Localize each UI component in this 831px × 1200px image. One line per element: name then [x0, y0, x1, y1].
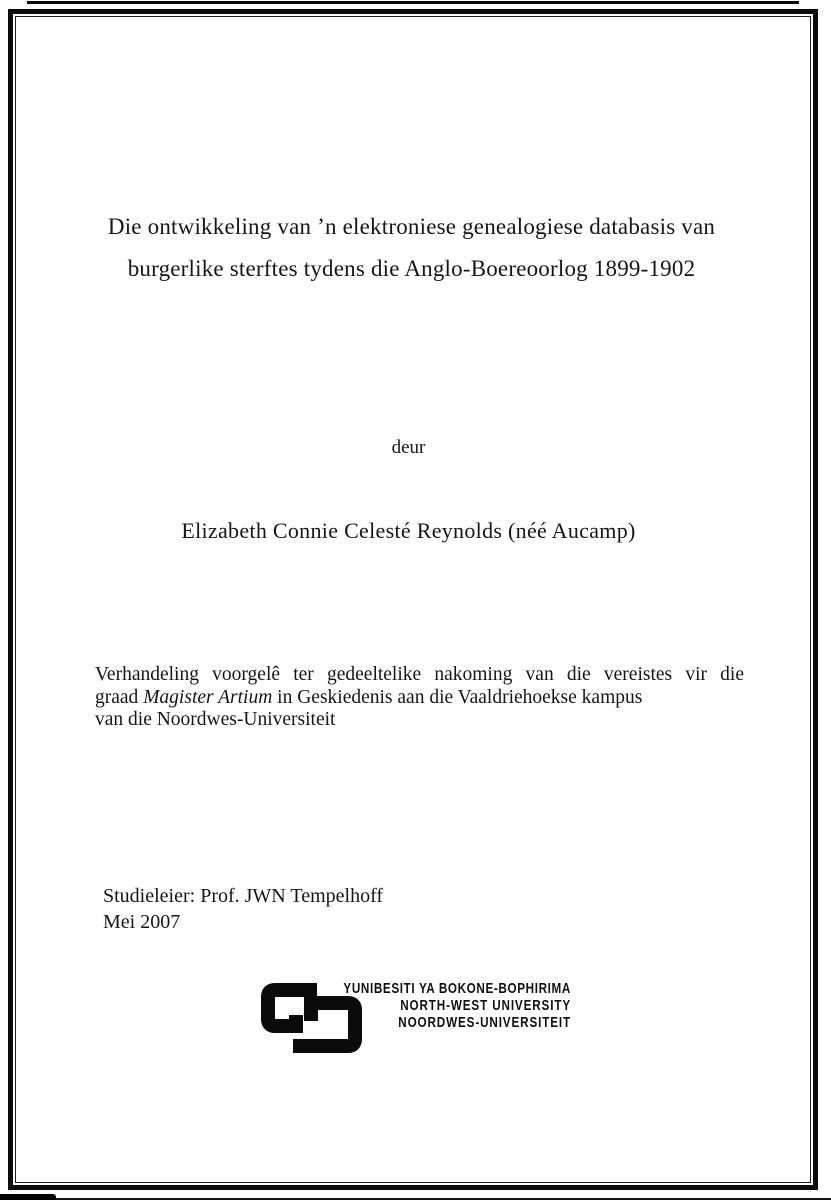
author-name: Elizabeth Connie Celesté Reynolds (néé Aucamp): [181, 518, 636, 543]
university-logo: [258, 975, 831, 1055]
thesis-title: [40, 206, 783, 290]
degree-statement-line-2: [95, 687, 744, 710]
degree-statement: [95, 664, 744, 732]
university-logo-text: [327, 980, 571, 1031]
degree-name-italic: Magister Artium: [143, 686, 273, 708]
date-line: Mei 2007: [103, 910, 181, 933]
degree-statement-line-2-suffix: in Geskiedenis aan die Vaaldriehoekse kampus: [272, 686, 643, 708]
byline-deur: deur: [391, 437, 426, 458]
degree-statement-line-2-prefix: graad: [95, 686, 144, 708]
supervisor-line: Studieleier: Prof. JWN Tempelhoff: [103, 885, 384, 907]
thesis-title-line-1: Die ontwikkeling van ’n elektroniese genealogiese databasis van: [107, 214, 716, 239]
logo-name-english: NORTH-WEST UNIVERSITY: [400, 997, 571, 1014]
thesis-title-line-2: burgerlike sterftes tydens die Anglo-Boereoorlog 1899-1902: [127, 256, 696, 281]
logo-name-setswana: YUNIBESITI YA BOKONE-BOPHIRIMA: [343, 980, 571, 997]
scan-artifact-bottom-left: [0, 1194, 56, 1200]
logo-name-afrikaans: NOORDWES-UNIVERSITEIT: [398, 1014, 571, 1031]
degree-statement-line-1: Verhandeling voorgelê ter gedeeltelike nakoming van die vereistes vir die: [95, 664, 744, 685]
supervisor-block: [103, 884, 383, 935]
degree-statement-line-3: van die Noordwes-Universiteit: [95, 709, 336, 730]
scan-artifact-top-edge: [27, 1, 799, 4]
